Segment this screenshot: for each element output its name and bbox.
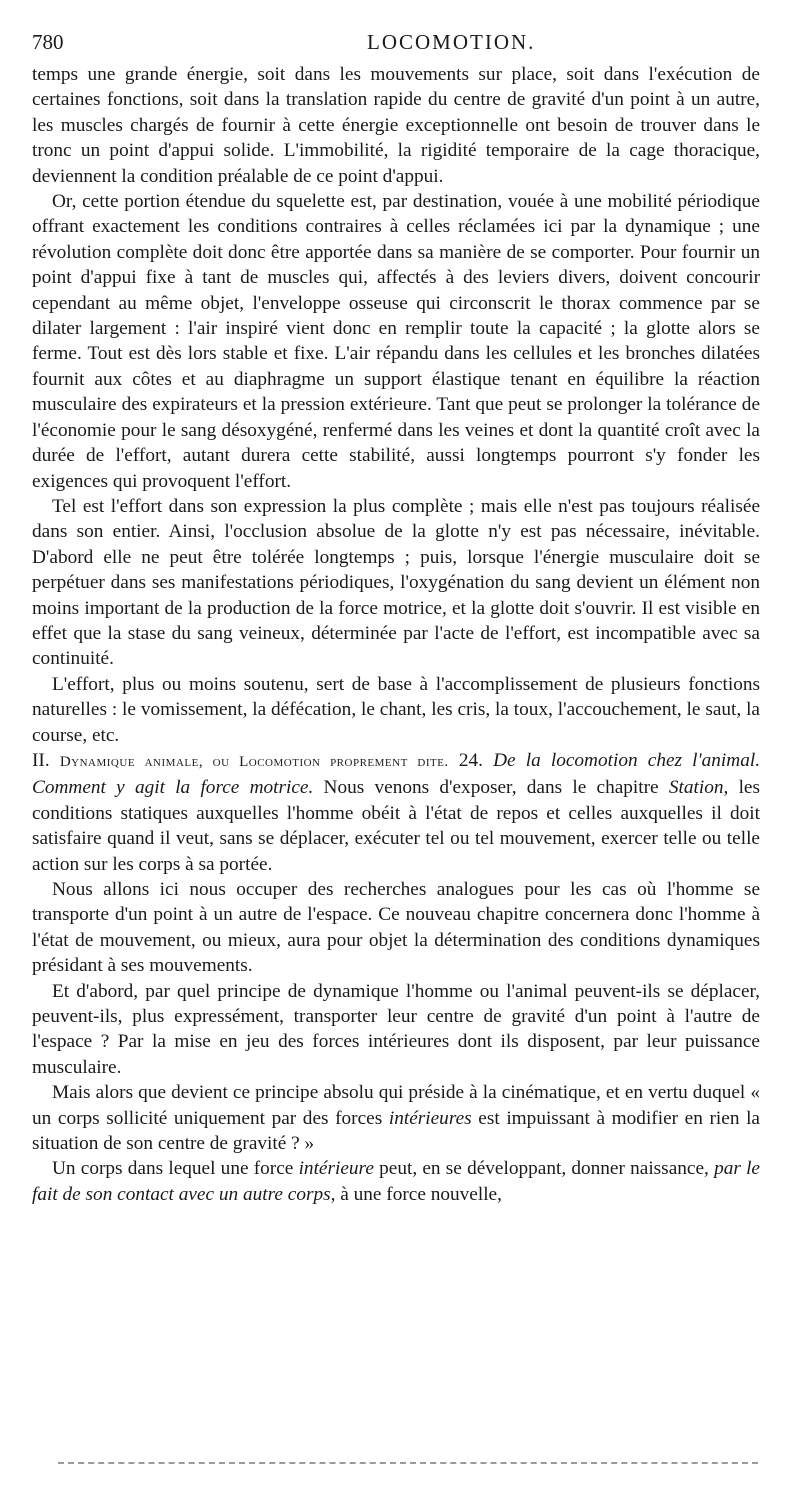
page-header (32, 30, 760, 56)
text-part: Un corps dans lequel une force (52, 1158, 299, 1180)
running-title: LOCOMOTION. (367, 30, 536, 54)
station-reference: Station (668, 777, 724, 799)
section-paragraph (32, 748, 760, 877)
paragraph: Or, cette portion étendue du squelette est, par destination, vouée à une mobilité périodique offrant exactement les conditions contraires à celles réclamées ici par la dynamique ; une révolution complète doit donc être apportée dans sa manière de se comporter. Pour fournir un point d'appui fixe à tant de muscles qui, affectés à des leviers divers, doivent concourir cependant au même objet, l'enveloppe osseuse qui circonscrit le thorax commence par se dilater largement : l'air inspiré vient donc en remplir toute la capacité ; la glotte alors se ferme. Tout est dès lors stable et fixe. L'air répandu dans les cellules et les bronches dilatées fournit aux côtes et au diaphragme un support élastique tenant en équilibre la réaction musculaire des expirateurs et la pression extérieure. Tant que peut se prolonger la tolérance de l'économie pour le sang désoxygéné, renfermé dans les veines et dont la quantité croît avec la durée de l'effort, autant durera cette stabilité, aussi longtemps pourront s'y fonder les exigences qui provoquent l'effort. (32, 191, 760, 492)
text-part: peut, en se développant, donner naissance, (373, 1158, 715, 1180)
section-text-part: Nous venons d'exposer, dans le chapitre (313, 777, 669, 799)
article-number: 24. (458, 749, 483, 771)
italic-term: intérieure (298, 1158, 374, 1180)
section-text-part: , les conditions statiques auxquelles l'homme obéit à l'état de repos et celles auxquelles il doit satisfaire quand il veut, sans se déplacer, exécuter tel ou tel mouvement, exercer telle ou telle action sur les corps à sa portée. (32, 777, 760, 875)
final-paragraph (32, 1156, 760, 1207)
section-heading: Dynamique animale, ou Locomotion proprement dite. (59, 753, 449, 770)
paragraph: Nous allons ici nous occuper des recherches analogues pour les cas où l'homme se transporte d'un point à un autre de l'espace. Ce nouveau chapitre concernera donc l'homme à l'état de mouvement, ou mieux, aura pour objet la détermination des conditions dynamiques présidant à ses mouvements. (32, 879, 760, 977)
paragraph: temps une grande énergie, soit dans les mouvements sur place, soit dans l'exécution de certaines fonctions, soit dans la translation rapide du centre de gravité d'un point à un autre, les muscles chargés de fournir à cette énergie exceptionnelle ont besoin de trouver dans le tronc un point d'appui solide. L'immobilité, la rigidité temporaire de la cage thoracique, deviennent la condition préalable de ce point d'appui. (32, 64, 760, 187)
paragraph: L'effort, plus ou moins soutenu, sert de base à l'accomplissement de plusieurs fonctions naturelles : le vomissement, la défécation, le chant, les cris, la toux, l'accouchement, le saut, la course, etc. (32, 673, 760, 746)
text-part: , à une force nouvelle, (330, 1183, 502, 1205)
quote-paragraph (32, 1080, 760, 1156)
text-part: Mais alors que devient ce principe absolu qui préside à la cinématique, et en vertu duquel « un corps sollicité uniquement par des forces (32, 1082, 760, 1129)
italic-phrase: par le fait de son contact avec un autre corps (32, 1158, 760, 1205)
paragraph: Et d'abord, par quel principe de dynamique l'homme ou l'animal peuvent-ils se déplacer, peuvent-ils, plus expressément, transporter leur centre de gravité d'un point à l'autre de l'espace ? Par la mise en jeu des forces intérieures dont ils disposent, par leur puissance musculaire. (32, 980, 760, 1078)
section-number: II. (32, 749, 50, 771)
bottom-rule (58, 1462, 758, 1464)
text-part: est impuissant à modifier en rien la situation de son centre de gravité ? » (32, 1107, 760, 1155)
section-subtitle: De la locomotion chez l'animal. Comment y agit la force motrice. (32, 749, 761, 799)
italic-term: intérieures (388, 1107, 472, 1129)
body-text (32, 62, 760, 1207)
page-number: 780 (32, 30, 64, 54)
paragraph: Tel est l'effort dans son expression la plus complète ; mais elle n'est pas toujours réalisée dans son entier. Ainsi, l'occlusion absolue de la glotte n'y est pas nécessaire, inévitable. D'abord elle ne peut être tolérée longtemps ; puis, lorsque l'énergie musculaire doit se perpétuer dans ses manifestations périodiques, l'oxygénation du sang devient un élément non moins important de la production de la force motrice, et la glotte doit s'ouvrir. Il est visible en effet que la stase du sang veineux, déterminée par l'acte de l'effort, est incompatible avec sa continuité. (32, 495, 760, 670)
